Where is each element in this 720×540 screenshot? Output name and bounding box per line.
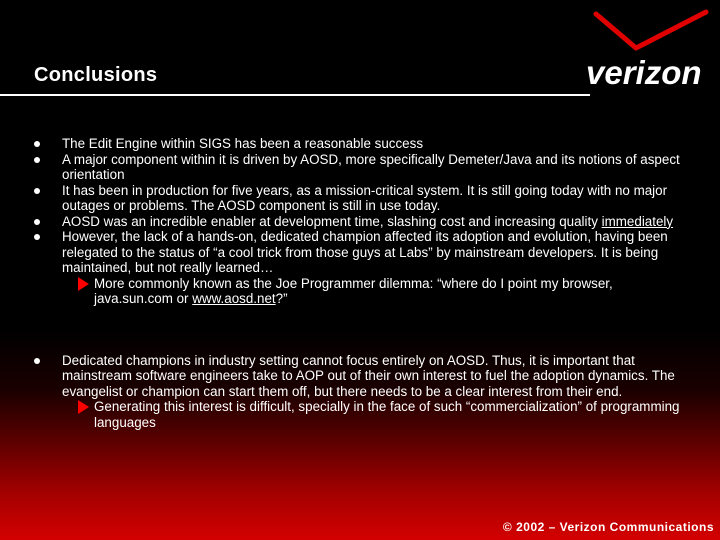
sub-bullet-text-end: ?” — [275, 291, 288, 306]
bullet-text: A major component within it is driven by AOSD, more specifically Demeter/Java and its notions of aspect orientation — [62, 151, 680, 182]
svg-text:verizon: verizon — [586, 54, 702, 90]
aosd-link[interactable]: www.aosd.net — [192, 291, 276, 306]
bullet-dot-icon — [34, 141, 40, 147]
bullet-item — [34, 183, 684, 214]
bullet-dot-icon — [34, 358, 40, 364]
bullet-dot-icon — [34, 157, 40, 163]
slide-title: Conclusions — [34, 64, 158, 86]
triangle-arrow-icon — [78, 400, 89, 414]
title-rule — [0, 94, 590, 96]
bullet-text: Dedicated champions in industry setting cannot focus entirely on AOSD. Thus, it is important that mainstream software engineers take to AOP out of their own interest to fuel the adoption dynamics. The evangelist or champion can start them off, but there needs to be a clear interest from their end. — [62, 352, 675, 399]
sub-bullet-text: Generating this interest is difficult, specially in the face of such “commercialization” of programming languages — [94, 399, 680, 430]
bullet-item — [34, 136, 684, 152]
bullet-text: It has been in production for five years, as a mission-critical system. It is still going today with no major outages or problems. The AOSD component is still in use today. — [62, 182, 668, 213]
bullet-dot-icon — [34, 234, 40, 240]
sub-bullet-item — [34, 276, 684, 307]
bullet-item — [34, 229, 684, 276]
bullet-item — [34, 214, 684, 230]
copyright-footer: © 2002 – Verizon Communications — [502, 520, 714, 534]
bullet-item — [34, 152, 684, 183]
bullet-text: The Edit Engine within SIGS has been a reasonable success — [62, 136, 424, 151]
bullet-dot-icon — [34, 219, 40, 225]
bullet-item — [34, 353, 684, 400]
sub-bullet-text: More commonly known as the Joe Programmer dilemma: “where do I point my browser, java.sun.com or — [94, 275, 613, 306]
underlined-word: immediately — [601, 213, 674, 229]
sub-bullet-item — [34, 399, 684, 430]
triangle-arrow-icon — [78, 277, 89, 291]
bullet-list — [34, 136, 684, 430]
bullet-text: However, the lack of a hands-on, dedicated champion affected its adoption and evolution, having been relegated to the status of “a cool trick from those guys at Labs” by mainstream developers. It is being maintained, but not really learned… — [62, 229, 668, 275]
bullet-dot-icon — [34, 188, 40, 194]
verizon-logo — [578, 8, 714, 90]
bullet-text: AOSD was an incredible enabler at development time, slashing cost and increasing quality — [62, 213, 602, 229]
